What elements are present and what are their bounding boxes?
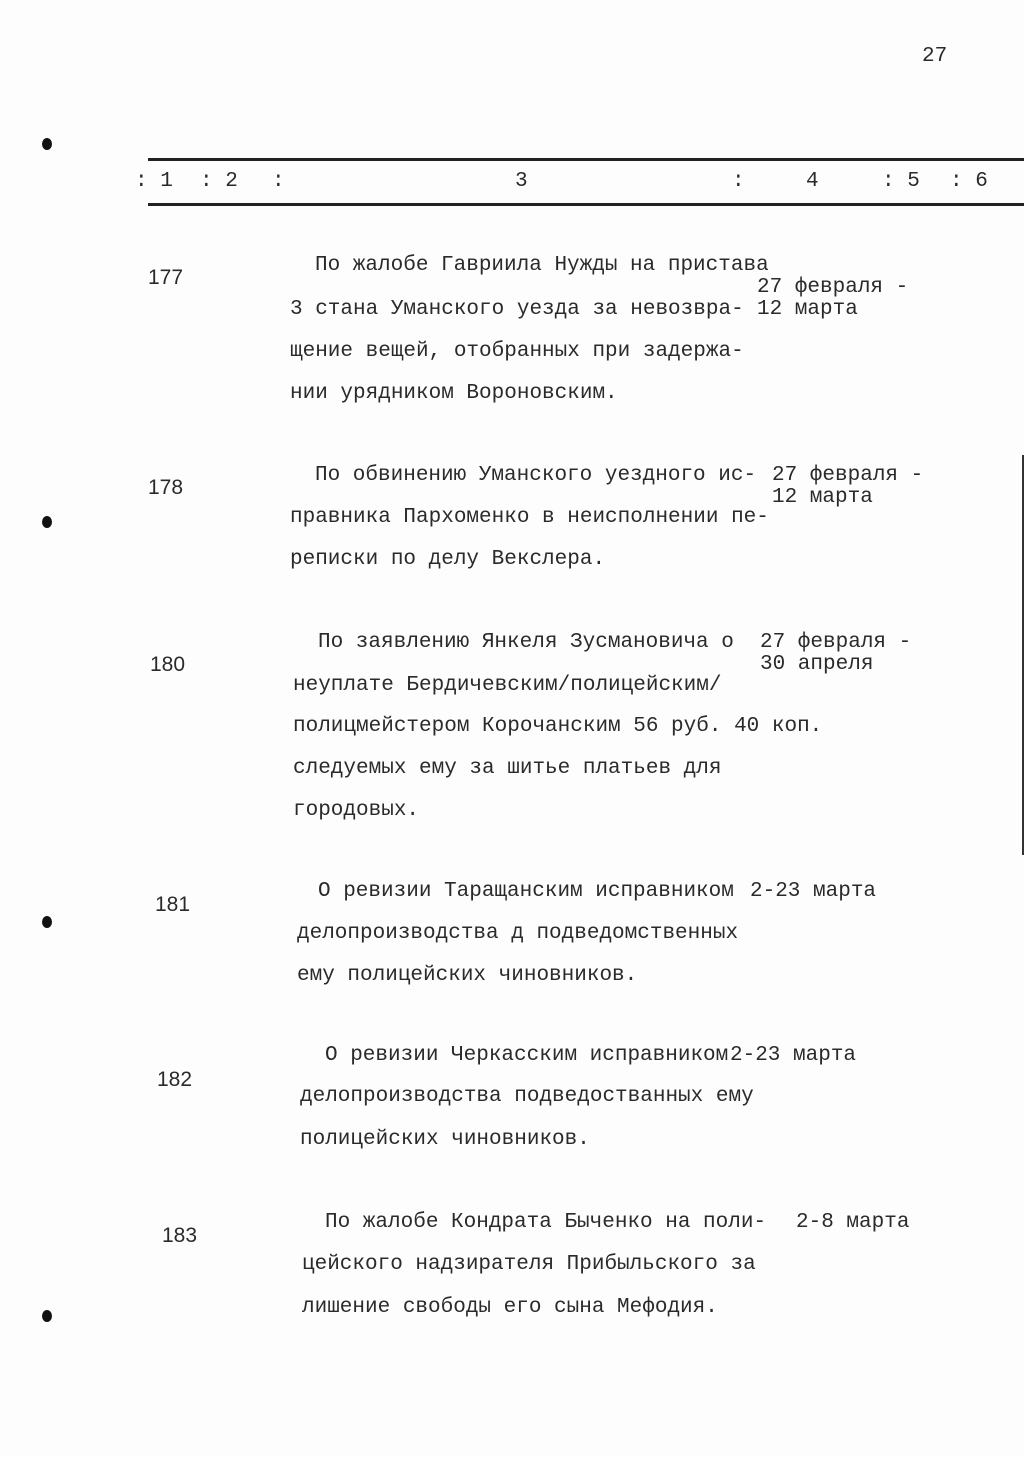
entry-date: 30 апреля (760, 653, 874, 676)
entry-date: 12 марта (757, 298, 858, 321)
column-1: : 1 (135, 170, 173, 193)
column-5: : 5 (882, 170, 920, 193)
binding-hole (42, 916, 52, 928)
entry-text-line: делопроизводства подведостванных ему (300, 1085, 754, 1108)
entry-text-line: По обвинению Уманского уездного ис- (315, 464, 757, 487)
entry-text-line: делопроизводства д подведомственных (297, 922, 739, 945)
entry-date: 27 февраля - (772, 464, 924, 487)
entry-text-line: По жалобе Кондрата Быченко на поли- (325, 1211, 767, 1234)
entry-date: 2-23 марта (730, 1044, 857, 1067)
entry-text-line: цейского надзирателя Прибыльского за (302, 1253, 756, 1276)
entry-number: 180 (150, 653, 186, 676)
entry-text-line: неуплате Бердичевским/полицейским/ (293, 674, 722, 697)
entry-date: 2-23 марта (750, 880, 877, 903)
entry-text-line: полицмейстером Корочанским 56 руб. 40 коп. (293, 715, 823, 738)
entry-date: 27 февраля - (760, 631, 912, 654)
binding-hole (42, 1310, 52, 1322)
entry-date: 12 марта (772, 486, 873, 509)
entry-text-line: ему полицейских чиновников. (297, 964, 638, 987)
column-4: 4 (806, 170, 819, 193)
column-2: : 2 (200, 170, 238, 193)
entry-text-line: По заявлению Янкеля Зусмановича о (318, 631, 734, 654)
column-3: 3 (515, 170, 528, 193)
entry-text-line: правника Пархоменко в неисполнении пе- (290, 506, 769, 529)
header-rule-bottom (148, 203, 1024, 206)
entry-text-line: 3 стана Уманского уезда за невозвра- (290, 298, 744, 321)
header-rule-top (148, 158, 1024, 161)
entry-text-line: полицейских чиновников. (300, 1128, 590, 1151)
entry-text-line: нии урядником Вороновским. (290, 382, 618, 405)
entry-number: 182 (157, 1068, 193, 1091)
entry-text-line: следуемых ему за шитье платьев для (293, 757, 722, 780)
entry-number: 181 (155, 893, 191, 916)
entry-text-line: городовых. (293, 799, 420, 822)
entry-date: 27 февраля - (757, 276, 909, 299)
entry-number: 178 (148, 476, 184, 499)
entry-text-line: По жалобе Гавриила Нужды на пристава (315, 254, 769, 277)
column-sep: : (272, 170, 285, 193)
entry-text-line: реписки по делу Векслера. (290, 548, 606, 571)
entry-text-line: О ревизии Таращанским исправником (318, 880, 734, 903)
binding-hole (42, 138, 52, 150)
entry-number: 177 (148, 266, 184, 289)
column-sep: : (732, 170, 745, 193)
entry-text-line: О ревизии Черкасским исправником (325, 1044, 729, 1067)
entry-date: 2-8 марта (796, 1211, 910, 1234)
binding-hole (42, 516, 52, 528)
entry-text-line: щение вещей, отобранных при задержа- (290, 340, 744, 363)
entry-number: 183 (162, 1224, 198, 1247)
entry-text-line: лишение свободы его сына Мефодия. (302, 1296, 718, 1319)
column-6: : 6 (950, 170, 988, 193)
page-number: 27 (922, 45, 948, 68)
